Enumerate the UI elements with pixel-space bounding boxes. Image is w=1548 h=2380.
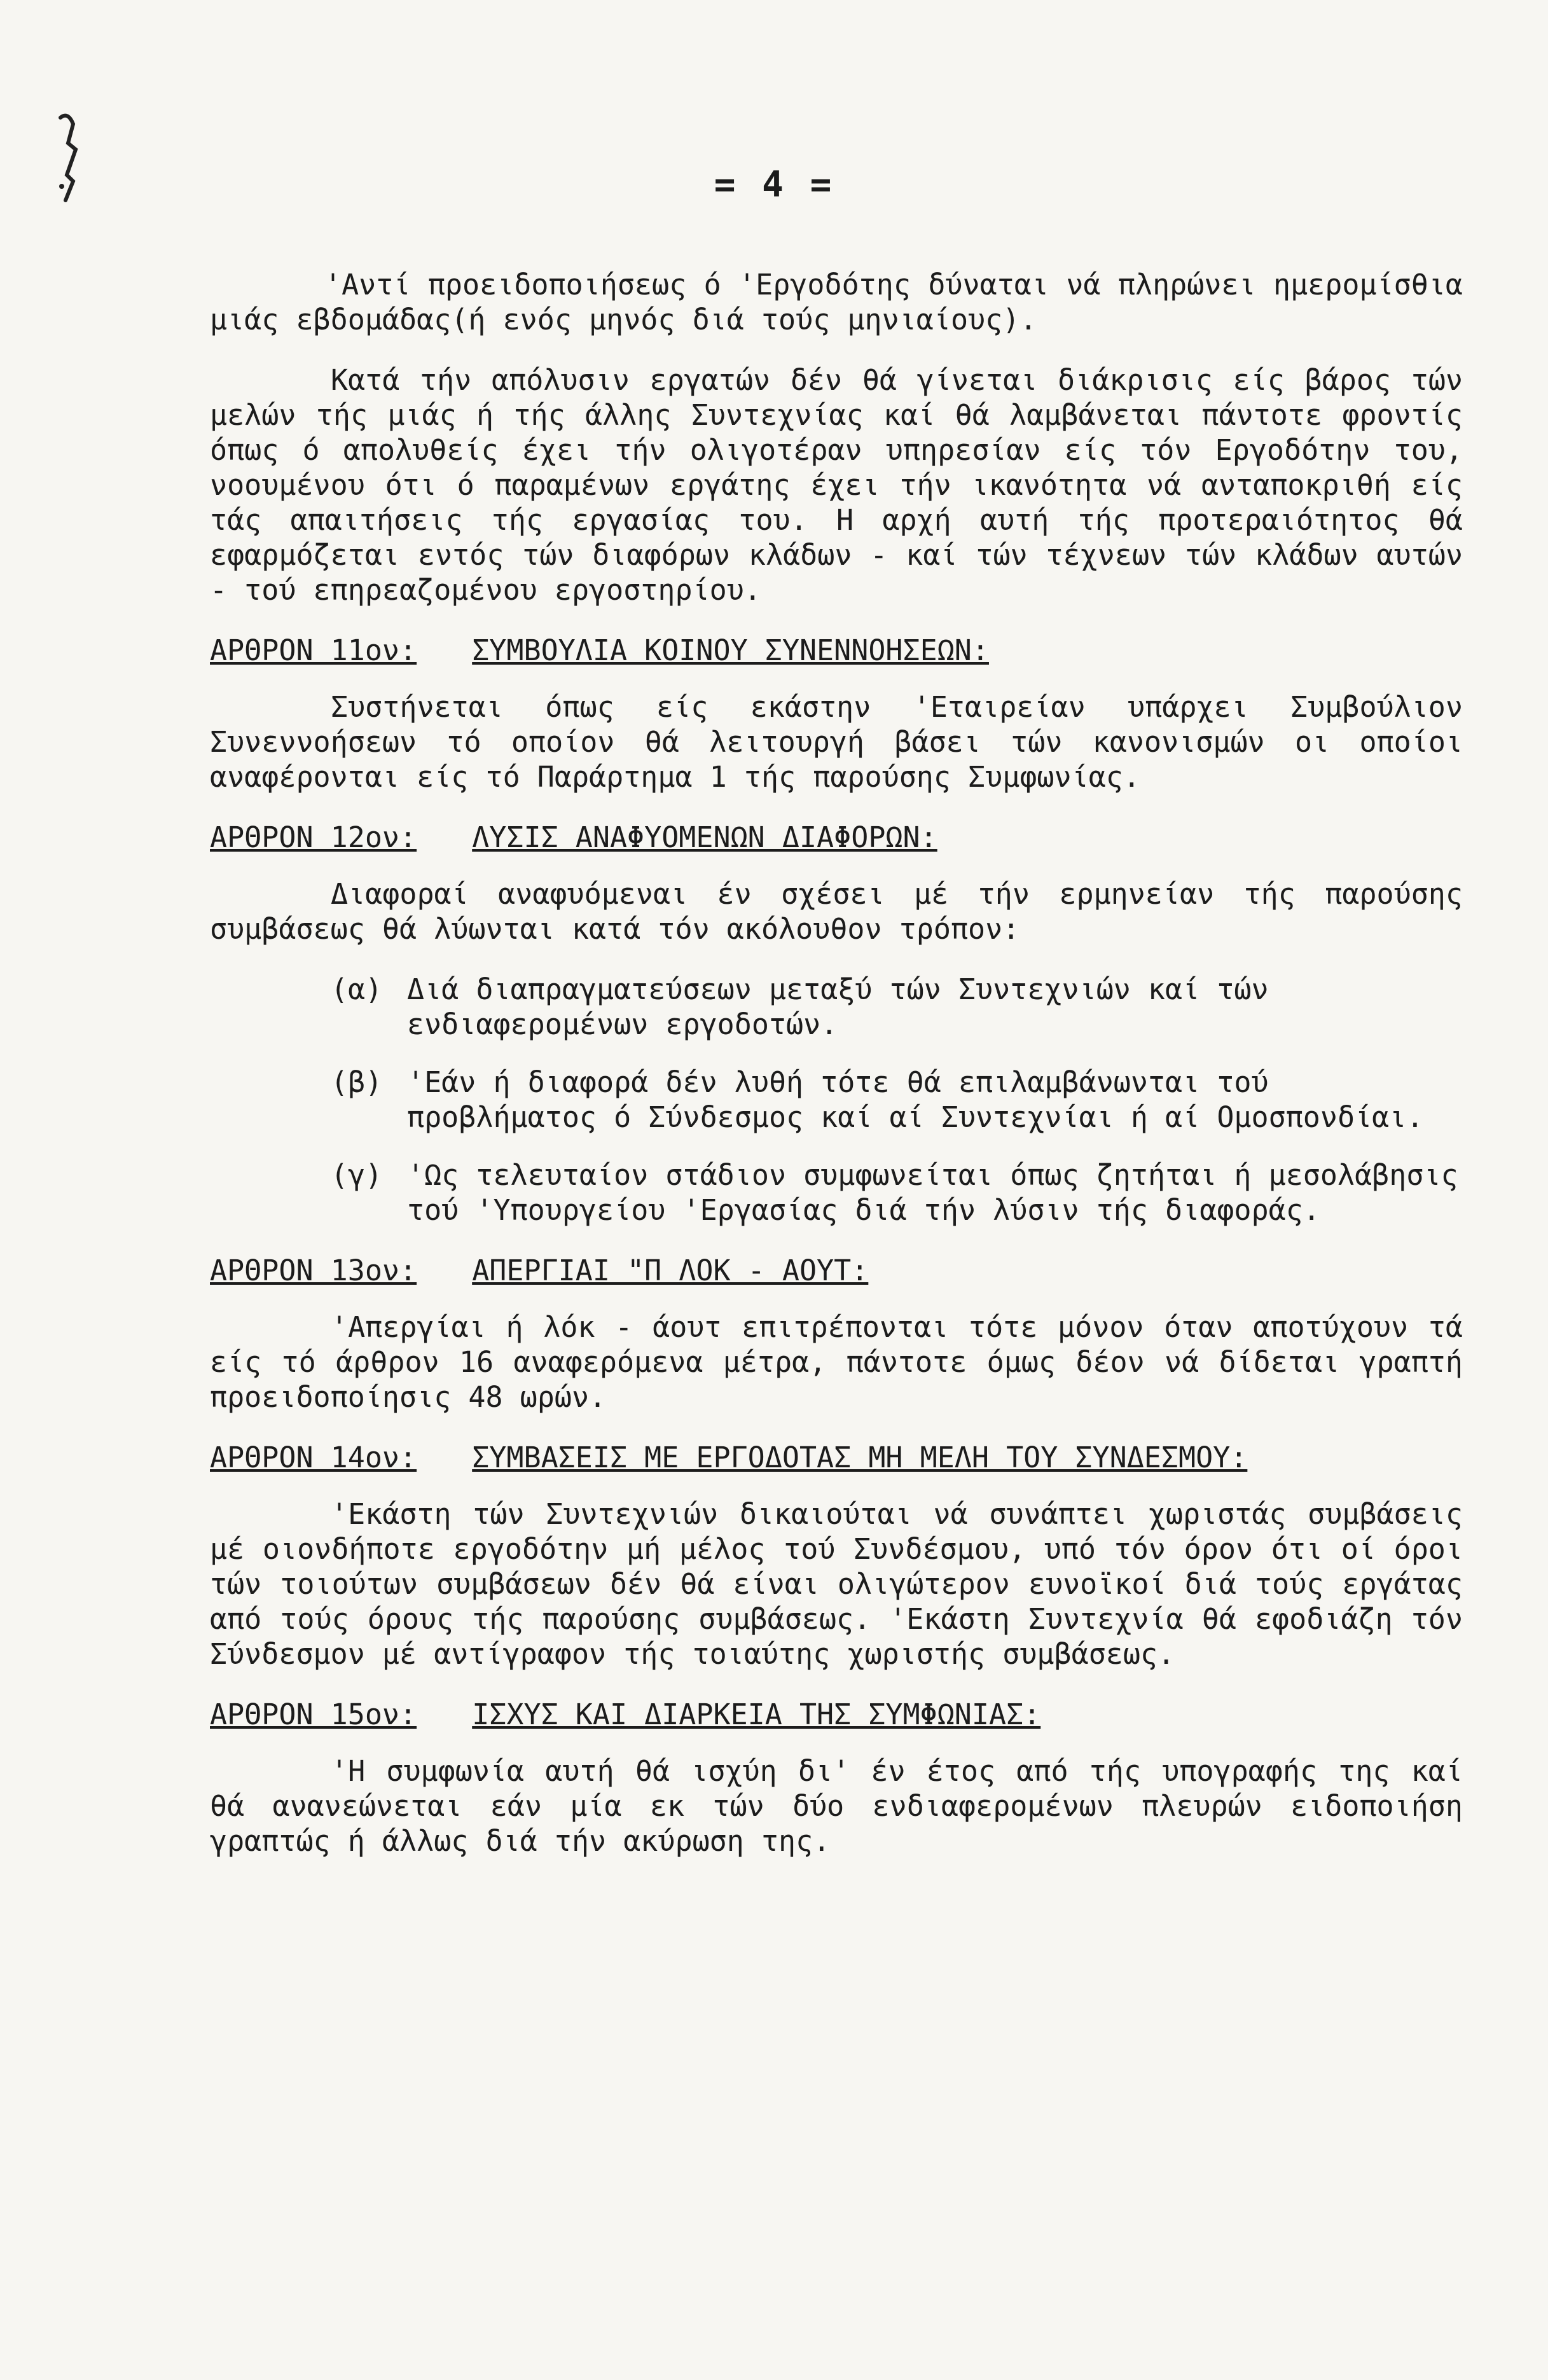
article-number: ΑΡΘΡΟΝ 12ον:: [210, 820, 417, 854]
document-body: [210, 267, 1463, 1884]
list-item-label: (β): [331, 1065, 383, 1099]
list-item-text: 'Εάν ή διαφορά δέν λυθή τότε θά επιλαμβάνωνται τού προβλήματος ό Σύνδεσμος καί αί Συντεχνίαι ή αί Ομοσπονδίαι.: [407, 1065, 1424, 1134]
article-12-paragraph: Διαφοραί αναφυόμεναι έν σχέσει μέ τήν ερμηνείαν τής παρούσης συμβάσεως θά λύωνται κατά τόν ακόλουθον τρόπον:: [210, 877, 1463, 946]
article-13-paragraph: 'Απεργίαι ή λόκ - άουτ επιτρέπονται τότε μόνον όταν αποτύχουν τά είς τό άρθρον 16 αναφερόμενα μέτρα, πάντοτε όμως δέον νά δίδεται γραπτή προειδοποίησις 48 ωρών.: [210, 1310, 1463, 1414]
article-title: ΑΠΕΡΓΙΑΙ "Π ΛΟΚ - ΑΟΥΤ:: [472, 1254, 869, 1287]
intro-paragraph-1: 'Αντί προειδοποιήσεως ό 'Εργοδότης δύναται νά πληρώνει ημερομίσθια μιάς εβδομάδας(ή ενός μηνός διά τούς μηνιαίους).: [210, 268, 1463, 336]
article-14-paragraph: 'Εκάστη τών Συντεχνιών δικαιούται νά συνάπτει χωριστάς συμβάσεις μέ οιονδήποτε εργοδότην μή μέλος τού Συνδέσμου, υπό τόν όρον ότι οί όροι τών τοιούτων συμβάσεων δέν θά είναι ολιγώτερον ευνοϊκοί διά τούς εργάτας από τούς όρους τής παρούσης συμβάσεως. 'Εκάστη Συντεχνία θά εφοδιάζη τόν Σύνδεσμον μέ αντίγραφον τής τοιαύτης χωριστής συμβάσεως.: [210, 1497, 1463, 1671]
list-item-label: (α): [331, 972, 383, 1006]
list-item-text: 'Ως τελευταίον στάδιον συμφωνείται όπως ζητήται ή μεσολάβησις τού 'Υπουργείου 'Εργασίας διά τήν λύσιν τής διαφοράς.: [407, 1158, 1458, 1227]
article-title: ΙΣΧΥΣ ΚΑΙ ΔΙΑΡΚΕΙΑ ΤΗΣ ΣΥΜΦΩΝΙΑΣ:: [472, 1698, 1041, 1731]
article-15-paragraph: 'Η συμφωνία αυτή θά ισχύη δι' έν έτος από τής υπογραφής της καί θά ανανεώνεται εάν μία εκ τών δύο ενδιαφερομένων πλευρών ειδοποιήση γραπτώς ή άλλως διά τήν ακύρωση της.: [210, 1754, 1463, 1858]
article-number: ΑΡΘΡΟΝ 15ον:: [210, 1698, 417, 1731]
list-item: [331, 1158, 1463, 1228]
list-item-label: (γ): [331, 1158, 383, 1192]
article-number: ΑΡΘΡΟΝ 14ον:: [210, 1441, 417, 1474]
intro-paragraph-2: Κατά τήν απόλυσιν εργατών δέν θά γίνεται διάκρισις είς βάρος τών μελών τής μιάς ή τής άλλης Συντεχνίας καί θά λαμβάνεται πάντοτε φροντίς όπως ό απολυθείς έχει τήν ολιγοτέραν υπηρεσίαν είς τόν Εργοδότην του, νοουμένου ότι ό παραμένων εργάτης έχει τήν ικανότητα νά ανταποκριθή είς τάς απαιτήσεις τής εργασίας του. Η αρχή αυτή τής προτεραιότητος θά εφαρμόζεται εντός τών διαφόρων κλάδων - καί τών τέχνεων τών κλάδων αυτών - τού επηρεαζομένου εργοστηρίου.: [210, 363, 1463, 607]
article-14-heading: [210, 1440, 1463, 1475]
list-item: [331, 972, 1463, 1042]
list-item: [331, 1065, 1463, 1135]
article-12-heading: [210, 820, 1463, 855]
article-13-heading: [210, 1253, 1463, 1288]
article-number: ΑΡΘΡΟΝ 11ον:: [210, 633, 417, 667]
article-number: ΑΡΘΡΟΝ 13ον:: [210, 1254, 417, 1287]
page-number: = 4 =: [714, 164, 834, 205]
article-15-heading: [210, 1697, 1463, 1732]
article-11-heading: [210, 633, 1463, 668]
article-11-paragraph: Συστήνεται όπως είς εκάστην 'Εταιρείαν υπάρχει Συμβούλιον Συνεννοήσεων τό οποίον θά λειτουργή βάσει τών κανονισμών οι οποίοι αναφέρονται είς τό Παράρτημα 1 τής παρούσης Συμφωνίας.: [210, 690, 1463, 794]
article-title: ΛΥΣΙΣ ΑΝΑΦΥΟΜΕΝΩΝ ΔΙΑΦΟΡΩΝ:: [472, 820, 937, 854]
article-title: ΣΥΜΒΟΥΛΙΑ ΚΟΙΝΟΥ ΣΥΝΕΝΝΟΗΣΕΩΝ:: [472, 633, 989, 667]
article-title: ΣΥΜΒΑΣΕΙΣ ΜΕ ΕΡΓΟΔΟΤΑΣ ΜΗ ΜΕΛΗ ΤΟΥ ΣΥΝΔΕΣΜΟΥ:: [472, 1441, 1248, 1474]
list-item-text: Διά διαπραγματεύσεων μεταξύ τών Συντεχνιών καί τών ενδιαφερομένων εργοδοτών.: [407, 972, 1269, 1041]
